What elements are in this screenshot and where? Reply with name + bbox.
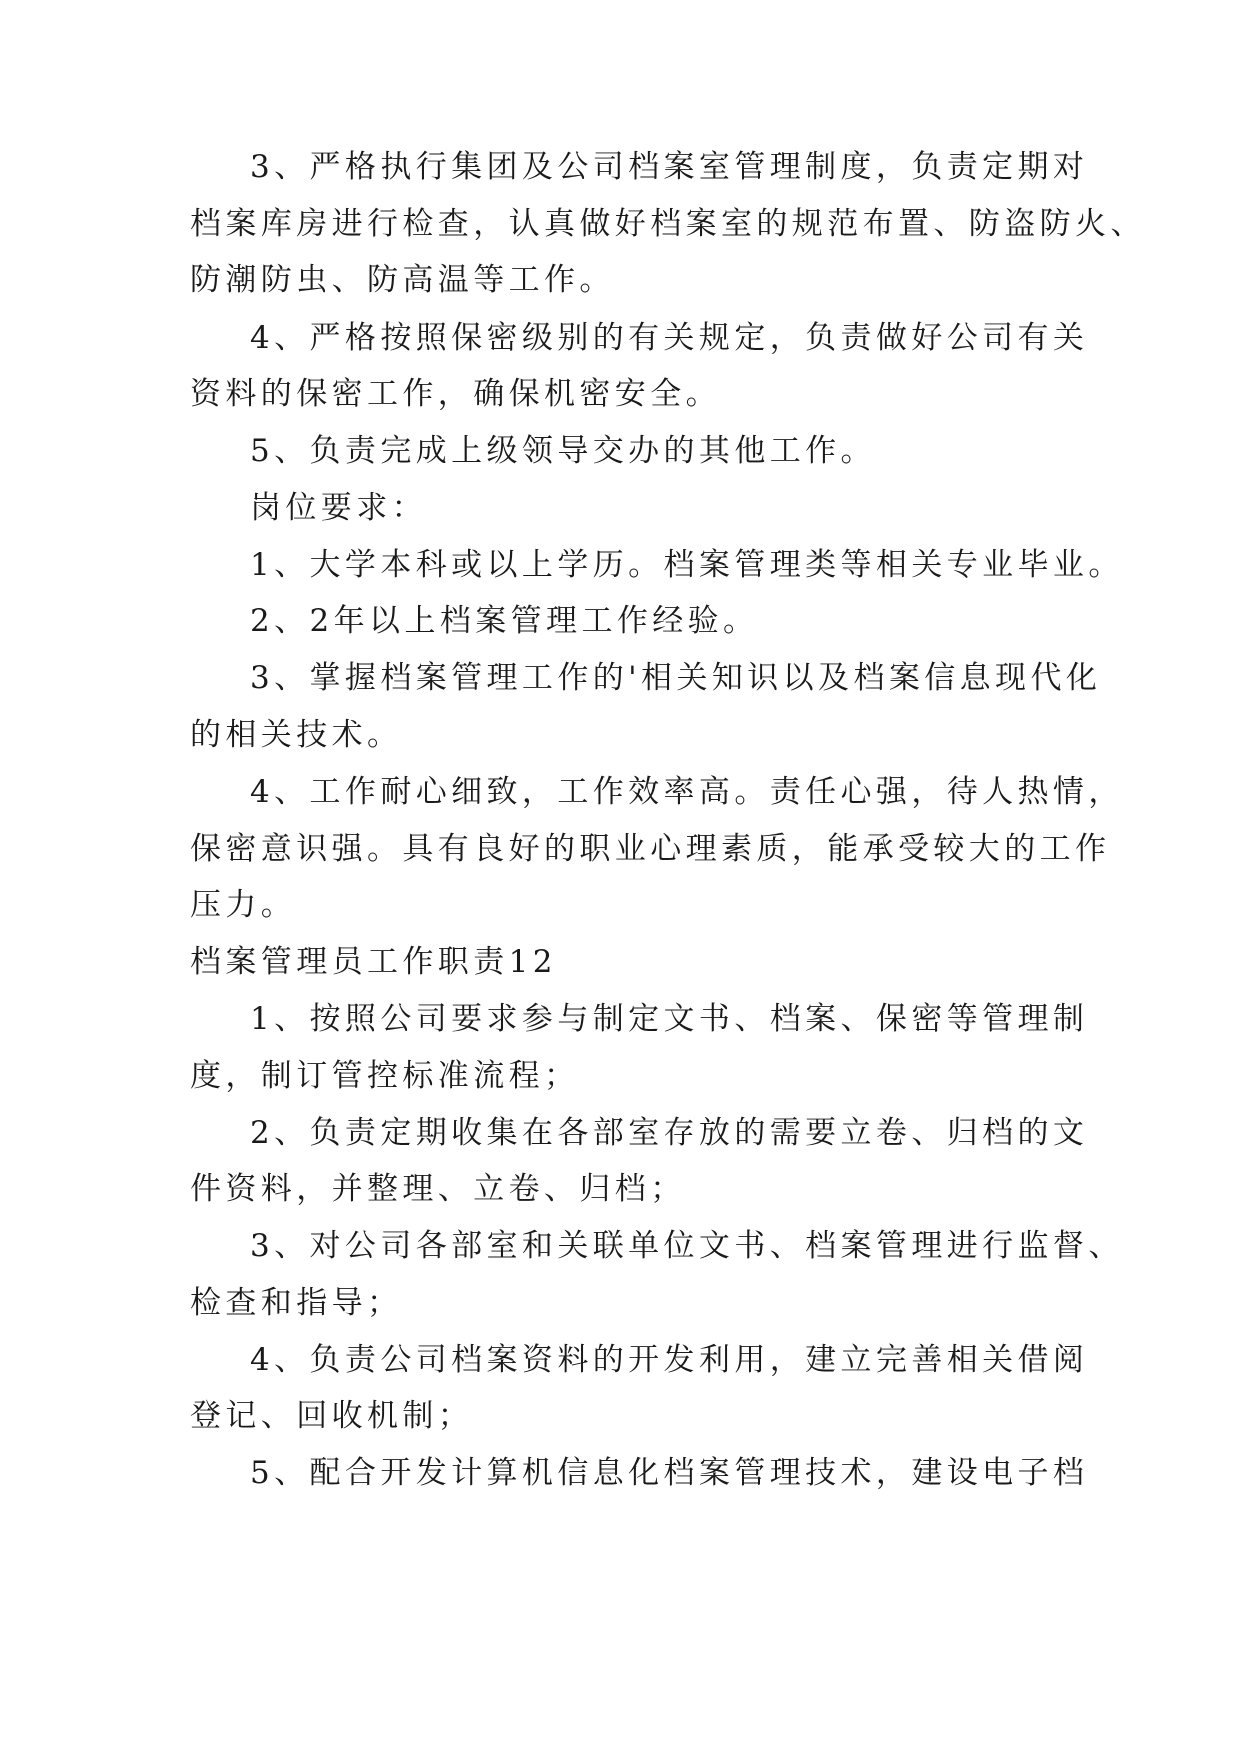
paragraph-line: 2、2年以上档案管理工作经验。 [250, 603, 759, 639]
paragraph-line: 3、掌握档案管理工作的'相关知识以及档案信息现代化 [250, 660, 1102, 696]
paragraph-line: 1、按照公司要求参与制定文书、档案、保密等管理制 [250, 1001, 1089, 1037]
paragraph-line: 3、严格执行集团及公司档案室管理制度，负责定期对 [250, 149, 1089, 185]
section-title: 档案管理员工作职责12 [190, 944, 557, 980]
paragraph-line: 4、工作耐心细致，工作效率高。责任心强，待人热情， [250, 774, 1124, 810]
section-heading: 岗位要求： [250, 490, 427, 526]
paragraph-line: 5、配合开发计算机信息化档案管理技术，建设电子档 [250, 1455, 1089, 1491]
paragraph-line: 3、对公司各部室和关联单位文书、档案管理进行监督、 [250, 1228, 1124, 1264]
paragraph-line: 登记、回收机制； [190, 1398, 474, 1434]
paragraph-line: 的相关技术。 [190, 717, 403, 753]
paragraph-line: 1、大学本科或以上学历。档案管理类等相关专业毕业。 [250, 547, 1124, 583]
paragraph-line: 4、严格按照保密级别的有关规定，负责做好公司有关 [250, 320, 1089, 356]
paragraph-line: 2、负责定期收集在各部室存放的需要立卷、归档的文 [250, 1115, 1089, 1151]
paragraph-line: 4、负责公司档案资料的开发利用，建立完善相关借阅 [250, 1342, 1089, 1378]
paragraph-line: 度，制订管控标准流程； [190, 1058, 580, 1094]
paragraph-line: 资料的保密工作，确保机密安全。 [190, 376, 721, 412]
paragraph-line: 保密意识强。具有良好的职业心理素质，能承受较大的工作 [190, 831, 1111, 867]
paragraph-line: 档案库房进行检查，认真做好档案室的规范布置、防盗防火、 [190, 206, 1146, 242]
paragraph-line: 件资料，并整理、立卷、归档； [190, 1171, 686, 1207]
paragraph-line: 5、负责完成上级领导交办的其他工作。 [250, 433, 876, 469]
paragraph-line: 防潮防虫、防高温等工作。 [190, 262, 615, 298]
paragraph-line: 压力。 [190, 887, 297, 923]
paragraph-line: 检查和指导； [190, 1285, 403, 1321]
